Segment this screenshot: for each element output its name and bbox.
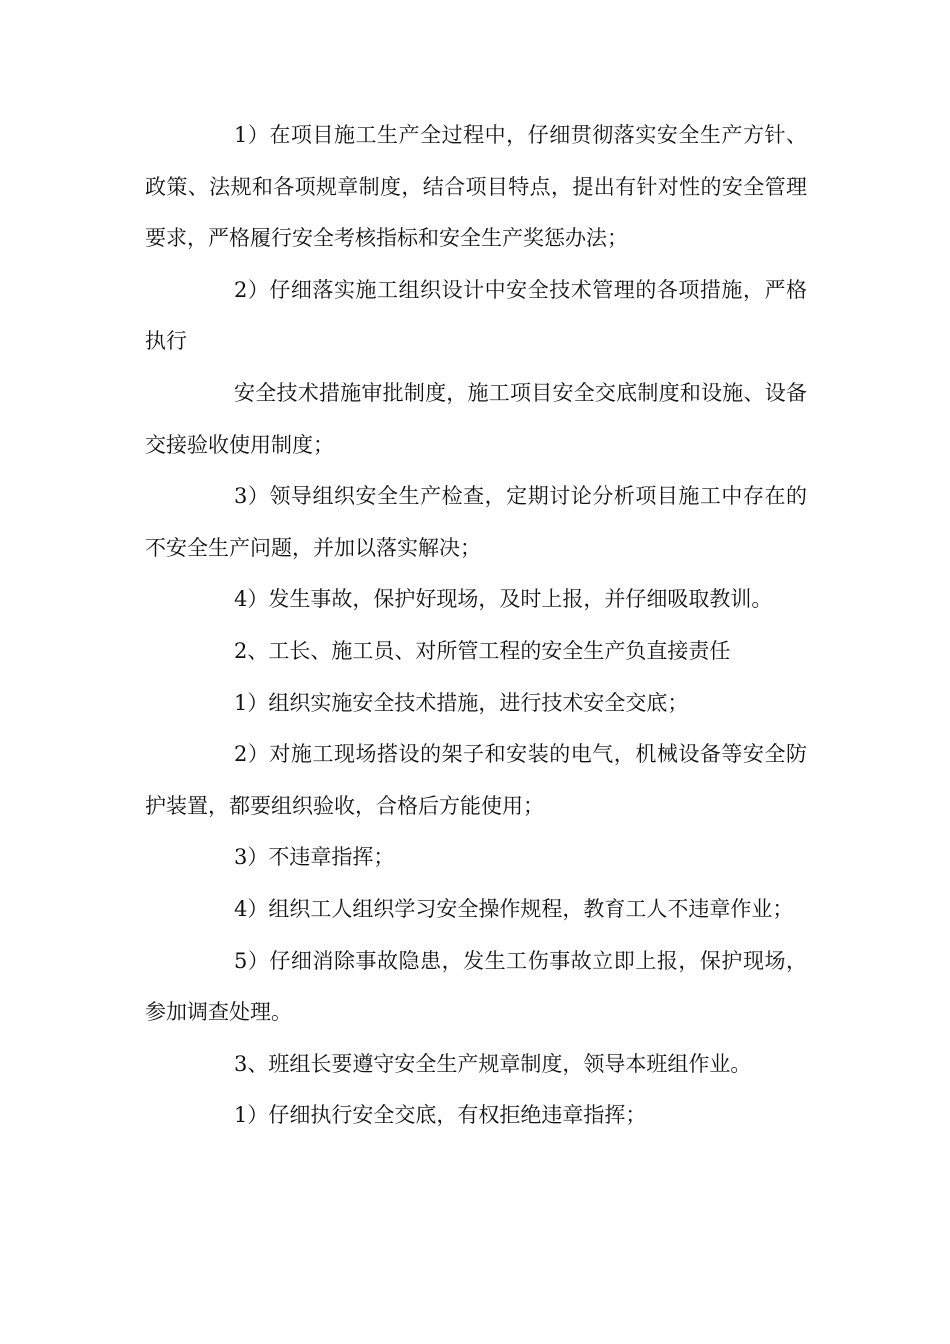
paragraph: 3）不违章指挥； xyxy=(234,845,395,870)
paragraph: 5）仔细消除事故隐患，发生工伤事故立即上报，保护现场，参加调查处理。 xyxy=(145,948,807,1025)
paragraph: 2）对施工现场搭设的架子和安装的电气，机械设备等安全防护装置，都要组织验收，合格后方能使用； xyxy=(145,742,807,818)
paragraph: 3）领导组织安全生产检查，定期讨论分析项目施工中存在的不安全生产问题，并加以落实解决； xyxy=(145,484,807,560)
paragraph: 2）仔细落实施工组织设计中安全技术管理的各项措施，严格执行 xyxy=(145,277,807,354)
paragraph: 安全技术措施审批制度，施工项目安全交底制度和设施、设备交接验收使用制度； xyxy=(145,380,807,457)
document-page xyxy=(145,110,807,1142)
paragraph: 1）组织实施安全技术措施，进行技术安全交底； xyxy=(234,690,689,715)
paragraph: 4）组织工人组织学习安全操作规程，教育工人不违章作业； xyxy=(234,896,794,921)
section-heading: 3、班组长要遵守安全生产规章制度，领导本班组作业。 xyxy=(234,1051,752,1076)
section-heading: 2、工长、施工员、对所管工程的安全生产负直接责任 xyxy=(234,638,731,663)
paragraph: 1）仔细执行安全交底，有权拒绝违章指挥； xyxy=(234,1103,647,1128)
paragraph: 1）在项目施工生产全过程中，仔细贯彻落实安全生产方针、政策、法规和各项规章制度，结合项目特点，提出有针对性的安全管理要求，严格履行安全考核指标和安全生产奖惩办法； xyxy=(145,123,807,251)
paragraph: 4）发生事故，保护好现场，及时上报，并仔细吸取教训。 xyxy=(234,587,773,612)
